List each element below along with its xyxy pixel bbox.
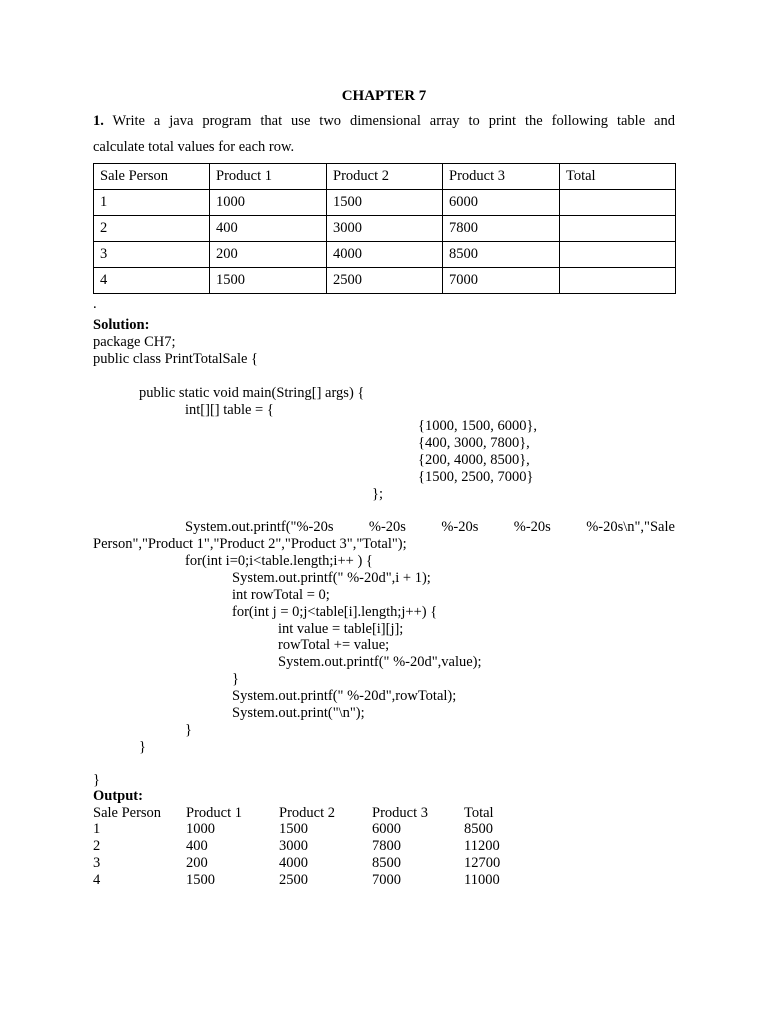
code-line: } bbox=[93, 772, 100, 788]
table-cell bbox=[560, 216, 676, 242]
code-line: {1000, 1500, 6000}, bbox=[418, 418, 538, 434]
stray-dot: . bbox=[93, 296, 97, 312]
table-cell bbox=[560, 190, 676, 216]
table-cell: 2 bbox=[94, 216, 210, 242]
table-row bbox=[94, 242, 676, 268]
table-cell: 1500 bbox=[210, 268, 327, 294]
table-cell: 200 bbox=[210, 242, 327, 268]
output-cell: 3000 bbox=[279, 838, 308, 854]
table-cell: 6000 bbox=[443, 190, 560, 216]
output-cell: 8500 bbox=[464, 821, 493, 837]
output-cell: 2500 bbox=[279, 872, 308, 888]
solution-label: Solution: bbox=[93, 317, 150, 333]
code-line: public class PrintTotalSale { bbox=[93, 351, 259, 367]
table-header-cell: Total bbox=[560, 164, 676, 190]
code-line: } bbox=[232, 671, 239, 687]
table-cell bbox=[560, 242, 676, 268]
code-line-printf bbox=[185, 519, 675, 536]
code-line: }; bbox=[372, 486, 383, 502]
output-cell: 6000 bbox=[372, 821, 401, 837]
table-row bbox=[94, 216, 676, 242]
table-cell: 7000 bbox=[443, 268, 560, 294]
output-cell: 400 bbox=[186, 838, 208, 854]
table-header-row bbox=[94, 164, 676, 190]
code-line: int value = table[i][j]; bbox=[278, 621, 404, 637]
table-cell: 2500 bbox=[327, 268, 443, 294]
sales-table bbox=[93, 163, 676, 294]
table-cell bbox=[560, 268, 676, 294]
question-number: 1. bbox=[93, 113, 104, 129]
code-line: {400, 3000, 7800}, bbox=[418, 435, 530, 451]
table-cell: 3000 bbox=[327, 216, 443, 242]
table-cell: 1000 bbox=[210, 190, 327, 216]
code-fragment: System.out.printf("%-20s bbox=[185, 519, 334, 535]
code-line: for(int i=0;i<table.length;i++ ) { bbox=[185, 553, 373, 569]
code-fragment: %-20s bbox=[368, 519, 406, 535]
table-row bbox=[94, 268, 676, 294]
table-cell: 3 bbox=[94, 242, 210, 268]
code-line: package CH7; bbox=[93, 334, 176, 350]
table-cell: 400 bbox=[210, 216, 327, 242]
table-header-cell: Product 2 bbox=[327, 164, 443, 190]
output-cell: Product 1 bbox=[186, 805, 242, 821]
output-cell: 4000 bbox=[279, 855, 308, 871]
table-cell: 1500 bbox=[327, 190, 443, 216]
output-cell: Total bbox=[464, 805, 494, 821]
output-cell: 11200 bbox=[464, 838, 500, 854]
code-line: System.out.print("\n"); bbox=[232, 705, 365, 721]
output-cell: Sale Person bbox=[93, 805, 162, 821]
code-line: } bbox=[185, 722, 192, 738]
code-line: for(int j = 0;j<table[i].length;j++) { bbox=[232, 604, 438, 620]
table-row bbox=[94, 190, 676, 216]
code-fragment: %-20s bbox=[441, 519, 479, 535]
table-cell: 1 bbox=[94, 190, 210, 216]
code-line: System.out.printf(" %-20d",i + 1); bbox=[232, 570, 431, 586]
code-line: int rowTotal = 0; bbox=[232, 587, 330, 603]
output-cell: 1 bbox=[93, 821, 101, 837]
output-cell: 12700 bbox=[464, 855, 501, 871]
output-cell: 11000 bbox=[464, 872, 500, 888]
output-cell: 1500 bbox=[186, 872, 215, 888]
code-line: System.out.printf(" %-20d",value); bbox=[278, 654, 482, 670]
question-line-2: calculate total values for each row. bbox=[93, 139, 295, 155]
output-cell: 7000 bbox=[372, 872, 401, 888]
code-line: {1500, 2500, 7000} bbox=[418, 469, 534, 485]
code-line: System.out.printf(" %-20d",rowTotal); bbox=[232, 688, 457, 704]
table-cell: 7800 bbox=[443, 216, 560, 242]
table-header-cell: Product 3 bbox=[443, 164, 560, 190]
code-line: public static void main(String[] args) { bbox=[139, 385, 365, 401]
output-cell: 4 bbox=[93, 872, 101, 888]
code-line: } bbox=[139, 739, 146, 755]
code-fragment: %-20s\n","Sale bbox=[586, 519, 675, 535]
table-header-cell: Product 1 bbox=[210, 164, 327, 190]
table-cell: 4000 bbox=[327, 242, 443, 268]
code-line: rowTotal += value; bbox=[278, 637, 390, 653]
code-line: int[][] table = { bbox=[185, 402, 274, 418]
output-label: Output: bbox=[93, 788, 143, 804]
output-cell: 1000 bbox=[186, 821, 215, 837]
output-cell: 1500 bbox=[279, 821, 308, 837]
table-cell: 8500 bbox=[443, 242, 560, 268]
output-cell: 8500 bbox=[372, 855, 401, 871]
output-cell: 200 bbox=[186, 855, 208, 871]
output-cell: 7800 bbox=[372, 838, 401, 854]
output-cell: 3 bbox=[93, 855, 101, 871]
code-line: Person","Product 1","Product 2","Product 3","Total"); bbox=[93, 536, 407, 552]
question-line-1 bbox=[93, 113, 675, 130]
code-fragment: %-20s bbox=[513, 519, 551, 535]
chapter-title: CHAPTER 7 bbox=[341, 88, 427, 104]
code-line: {200, 4000, 8500}, bbox=[418, 452, 530, 468]
table-header-cell: Sale Person bbox=[94, 164, 210, 190]
output-cell: 2 bbox=[93, 838, 101, 854]
question-text: Write a java program that use two dimensional array to print the following table and bbox=[112, 113, 675, 129]
table-cell: 4 bbox=[94, 268, 210, 294]
output-cell: Product 2 bbox=[279, 805, 335, 821]
output-cell: Product 3 bbox=[372, 805, 428, 821]
